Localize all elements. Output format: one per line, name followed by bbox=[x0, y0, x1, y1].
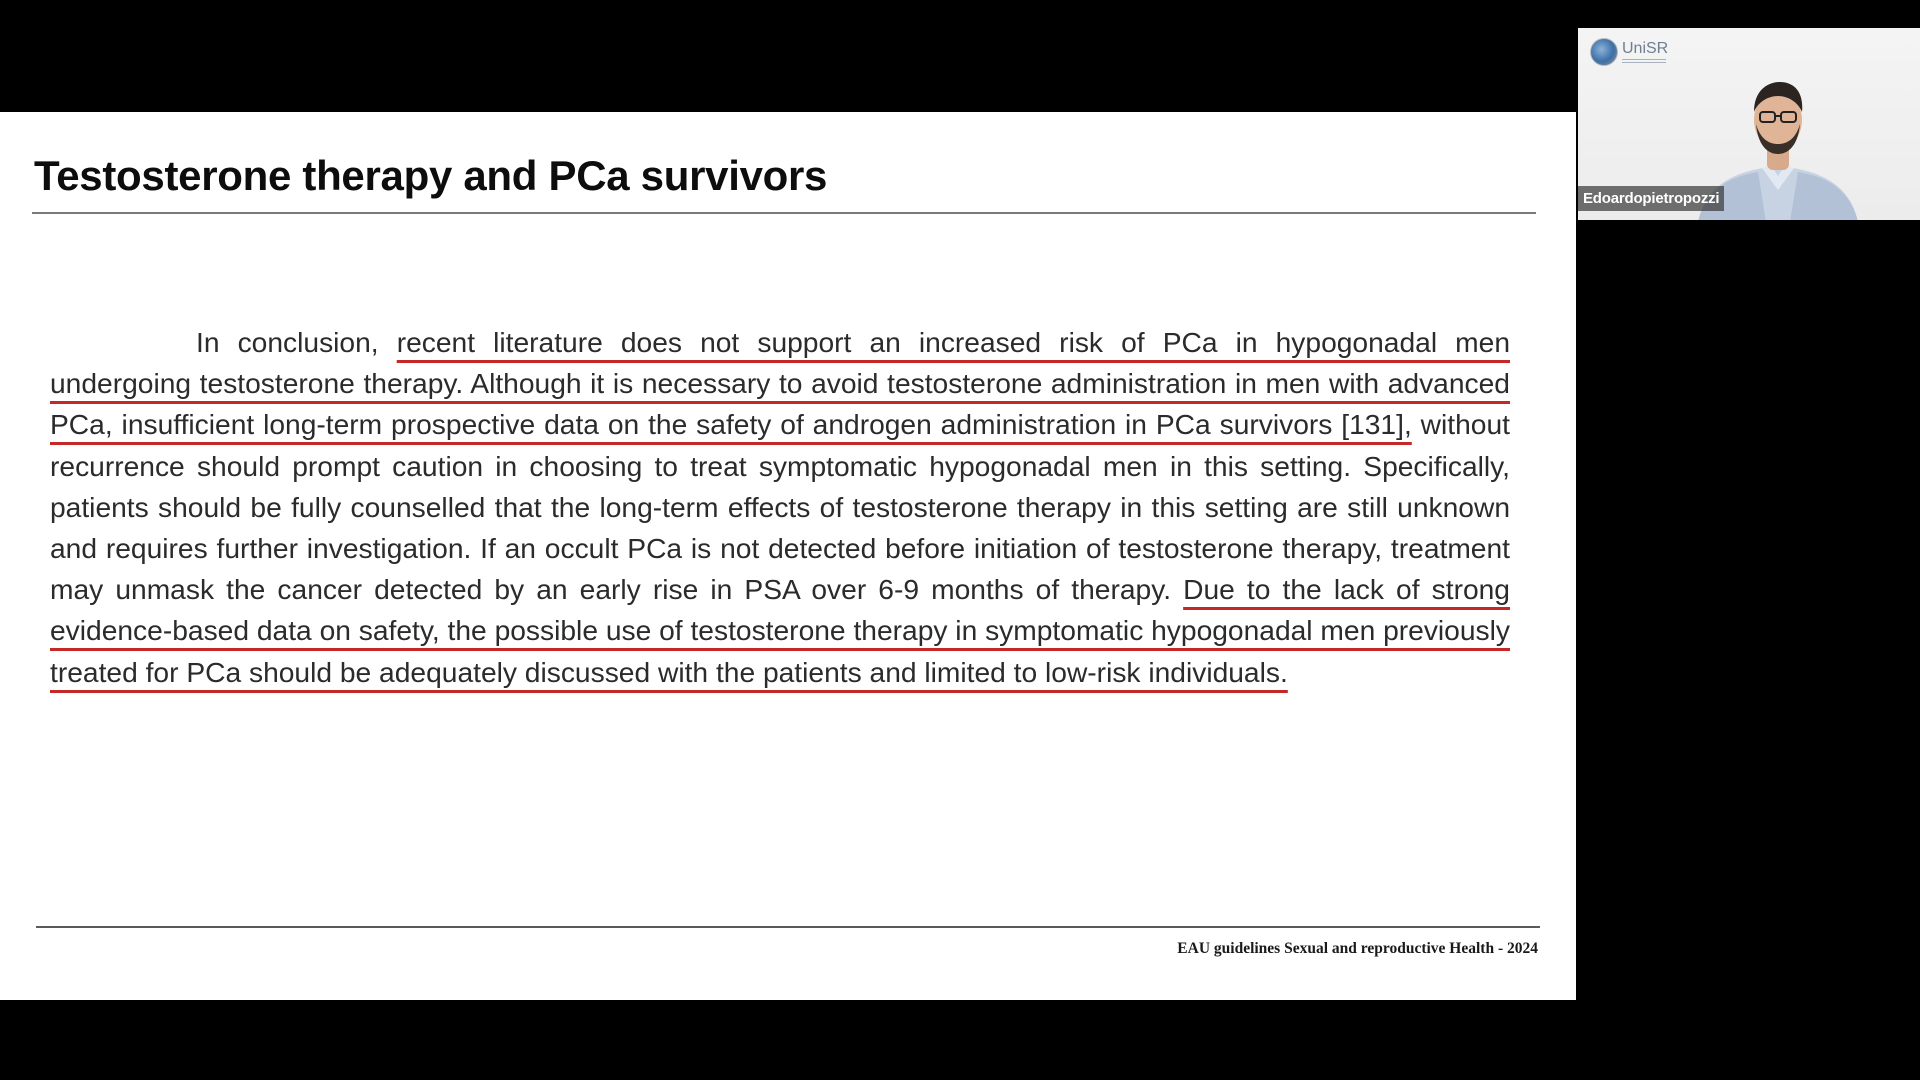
slide-body-paragraph bbox=[50, 322, 1510, 693]
presentation-slide bbox=[0, 112, 1576, 1000]
slide-title: Testosterone therapy and PCa survivors bbox=[34, 152, 828, 199]
university-logo-text: UniSR bbox=[1622, 40, 1669, 57]
footer-divider bbox=[36, 926, 1540, 928]
participant-name-label: Edoardopietropozzi bbox=[1578, 186, 1724, 211]
body-text-segment: without recurrence should prompt caution in choosing to treat symptomatic hypogonadal men in this setting. Specifically, patients should be fully counselled that the long-term effects of testosterone therapy in this setting are still unknown and requires further investigation. If an occult PCa is not detected before initiation of testosterone therapy, treatment may unmask the cancer detected by an early rise in PSA over 6-9 months of therapy. bbox=[50, 408, 1510, 606]
body-text-segment: In conclusion, bbox=[196, 326, 397, 358]
highlighted-text-segment: Due to the lack of strong evidence-based data on safety, the possible use of testosterone therapy in symptomatic hypogonadal men previously treated for PCa should be adequately discussed with the patients and limited to low-risk individuals. bbox=[50, 573, 1510, 688]
title-divider bbox=[32, 212, 1536, 214]
university-logo bbox=[1590, 38, 1668, 66]
university-seal-icon bbox=[1590, 38, 1618, 66]
logo-subtitle-lines bbox=[1622, 59, 1666, 63]
participant-video-tile[interactable] bbox=[1578, 28, 1920, 220]
highlighted-text-segment: recent literature does not support an increased risk of PCa in hypogonadal men undergoing testosterone therapy. Although it is necessary to avoid testosterone administration in men with advanced PCa, insufficient long-term prospective data on the safety of androgen administration in PCa survivors [131], bbox=[50, 326, 1510, 441]
footer-citation: EAU guidelines Sexual and reproductive Health - 2024 bbox=[1177, 940, 1538, 957]
